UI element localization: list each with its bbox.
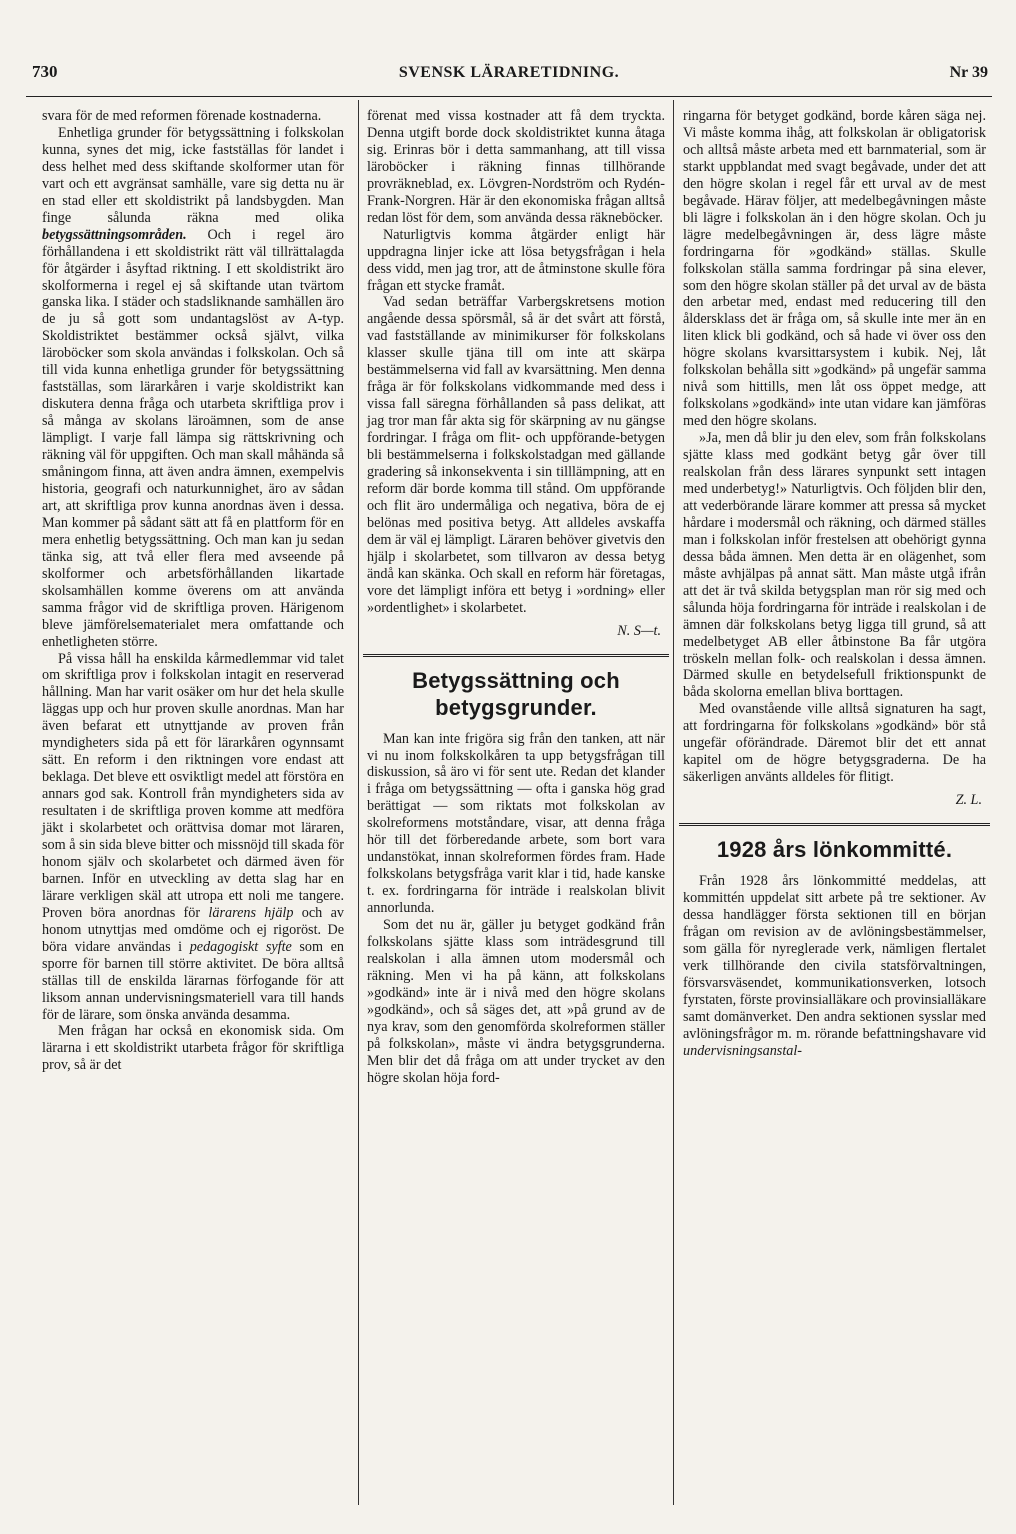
paragraph: Man kan inte frigöra sig från den tanken, att när vi nu inom folkskolkåren ta upp betygsfrågan till diskussion, så äro vi för sent ute. Redan det klander i fråga om betygssättning — ofta i ganska hög grad berättigat — som riktats mot folkskolan av skolreformens motståndare, visar, att denna fråga hör till det förberedande arbete, som bort vara undanstökat, innan skolreformen fördes fram. Hade folkskolans betygsfråga varit klar i tid, hade kanske t. ex. fordringarna för inträde i realskolan blivit annorlunda. [367, 730, 665, 917]
column-3 [683, 108, 986, 1060]
paragraph: Från 1928 års lönkommitté meddelas, att kommittén uppdelat sitt arbete på tre sektioner. Av dessa handlägger första sektionen till en början frågan om revision av de avlöningsbestämmelser, som gälla för nyreglerade verk, nämligen flertalet verk tillhörande den civila statsförvaltningen, försvarsväsendet, kommunikationsverken, lotsoch fyrstaten, förste provinsialläkare och provinsialläkare samt domänverket. Den andra sektionen sysslar med avlöningsfrågor m. m. rörande befattningshavare vid undervisningsanstal- [683, 873, 986, 1059]
page-number: 730 [32, 62, 58, 81]
paragraph: Med ovanstående ville alltså signaturen ha sagt, att fordringarna för folkskolans »godkänd» bör stå ungefär oförändrade. Däremot blir det ett annat kapitel om de högre betygsgraderna. De ha säkerligen använts alldeles för flitigt. [683, 701, 986, 786]
paragraph: förenat med vissa kostnader att få dem tryckta. Denna utgift borde dock skoldistriktet kunna åtaga sig. Erinras bör i detta sammanhang, att till vissa läroböcker i räkning finnas tillhörande provräkneblad, ex. Lövgren-Nordström och Rydén-Frank-Norgren. Här är den ekonomiska frågan alltså redan löst för dem, som använda dessa räkneböcker. [367, 108, 665, 226]
article-separator [363, 654, 669, 657]
article-title: 1928 års lönkommitté. [716, 837, 953, 863]
signature: N. S—t. [617, 622, 661, 639]
journal-title: SVENSK LÄRARETIDNING. [398, 64, 620, 81]
page-header [28, 62, 990, 92]
article-title: Betygssättning och betygsgrunder. [412, 667, 620, 720]
article-separator [679, 823, 990, 826]
paragraph: Som det nu är, gäller ju betyget godkänd från folkskolans sjätte klass som inträdesgrund till realskolan i alla ämnen utom modersmål och räkning. Men vi ha på känn, att folkskolans »godkänd» inte är i nivå med den högre skolans »godkänd», och så säges det, att »på grund av de nya krav, som den genomförda skolreformen ställer på folkskolan», måste vi ändra betygsgrunderna. Men blir det då fråga om att under trycket av den högre skolan höja ford- [367, 917, 665, 1086]
column-divider-1 [358, 100, 359, 1505]
header-rule [26, 96, 992, 97]
issue-number: Nr 39 [949, 64, 988, 81]
signature: Z. L. [955, 792, 982, 809]
paragraph: svara för de med reformen förenade kostnaderna. [42, 108, 322, 124]
paragraph: På vissa håll ha enskilda kårmedlemmar vid talet om skriftliga prov i folkskolan intagit en reserverad hållning. Man har varit osäker om hur det hela skulle läggas upp och hur proven skulle anordnas. Man har även befarat ett utnyttjande av proven från myndigheters sida på ett för lärarkåren ogynnsamt sätt. En reform i den riktningen vore endast att beklaga. Det bleve ett osviktligt medel att förstöra en annars god sak. Kontroll från myndigheters sida av resultaten i de skriftliga proven komme att medföra jäkt i skolarbetet och orättvisa domar mot läraren, som å sin sida bleve bitter och missnöjd till skada för honom själv och skolarbetet och därmed även för barnen. Inför en utveckling av detta slag har en lärare verkligen skäl att utropa ett noli me tangere. Proven böra anordnas för lärarens hjälp och av honom utnyttjas med omdöme och ej rigoröst. De böra vidare användas i pedagogiskt syfte som en sporre för barnen till större aktivitet. De böra alltså ställas till de enskilda lärarnas förfogande för att liksom annan undervisningsmateriell vara till hands för de lärare, som önska använda desamma. [42, 650, 345, 1023]
paragraph: ringarna för betyget godkänd, borde kåren säga nej. Vi måste komma ihåg, att folkskolan är obligatorisk och alltså måste arbeta med ett barnmaterial, som är starkt uppblandat med svagt begåvade, under det att den högre skolan i regel får ett urval av de mest begåvade. Härav följer, att medelbegåvningen måste bli lägre i folkskolan än i den högre skolan. Och ju lägre medelbegåvningen är, dess lägre måste fordringarna för »godkänd» ställas. Skulle folkskolan ställa samma fordringar på sina elever, som den högre skolan ställer på det urval av de bästa den arbetar med, endast med reducering till den åldersklass det är fråga om, så skulle inte mer än en liten klick bli godkänd, och så hade vi över oss den högre skolans kvarsittarsystem i kubik. Nej, låt folkskolan behålla sitt »godkänd» på ungefär samma nivå som hittills, men låt oss öppet medge, att folkskolans »godkänd» inte utan vidare kan jämföras med den högre skolans. [683, 108, 986, 430]
column-divider-2 [673, 100, 674, 1505]
paragraph: Men frågan har också en ekonomisk sida. Om lärarna i ett skoldistrikt utarbeta frågor för skriftliga prov, så är det [42, 1023, 344, 1074]
paragraph: Naturligtvis komma åtgärder enligt här uppdragna linjer icke att lösa betygsfrågan i hela dess vidd, men jag tror, att de åtminstone skulle föra frågan ett stycke framåt. [367, 226, 665, 294]
paragraph: »Ja, men då blir ju den elev, som från folkskolans sjätte klass med godkänt betyg går över till realskolan från dess lärares synpunkt sett intagen med underbetyg!» Naturligtvis. Och följden blir den, att vederbörande lärare kommer att pressa så mycket hårdare i modersmål och räkning, och därmed ställes man i folkskolan inför frestelsen att obehörigt gynna dessa båda ämnen. Men detta är en olägenhet, som måste avhjälpas på annat sätt. Man måste utgå ifrån att det är två skilda betygsplan man rör sig med och sålunda höja fordringarna för inträde i realskolan i de ämnen där folkskolans betyg ligga till grund, så att medelbetyget AB eller åtbinstone Ba får utgöra tröskeln mellan folk- och realskolan i dessa ämnen. Därmed skulle en betydelsefull friktionspunkt de båda skolorna emellan bliva borttagen. [683, 430, 986, 701]
paragraph: Enhetliga grunder för betygssättning i folkskolan kunna, synes det mig, icke fastställas för landet i dess helhet med dess skiftande skolformer utan för vart och ett avgränsat samhälle, vare sig detta nu är en stad eller ett skoldistrikt på landsbygden. Man finge sålunda räkna med olika betygssättningsområden. Och i regel äro förhållandena i ett skoldistrikt rätt väl tillrättalagda för åtgärder i åsyftad riktning. I ett skoldistrikt äro skolformerna i regel ej så skiftande utan tvärtom ganska lika. I städer och stadsliknande samhällen äro de ju så gott som undantagslöst av A-typ. Skoldistriktet bestämmer också självt, vilka läroböcker som skola användas i folkskolan. Och så till vida kunna enhetliga grunder för betygssättning fastställas, som lärarkåren i varje skoldistrikt kan diskutera denna fråga och utarbeta skriftliga prov i så många av skolans läroämnen, som de anse lämpligt. I varje fall lämpa sig rättskrivning och räkning väl för uppgiften. Och man skall måhända så småningom finna, att även andra ämnen, exempelvis historia, geografi och naturkunnighet, äro av sådan art, att skriftliga prov kunna anordnas även i dessa. Man kommer på sådant sätt att få en plattform för en mera enhetlig betygssättning. Och man kan ju sedan tänka sig, att två eller flera med avseende på skolformer och arbetsförhållanden likartade skolsamhällen komme överens om att använda samma frågor vid de skriftliga proven. Härigenom bleve jämförelsematerialet mera omfattande och enhetligheten större. [42, 124, 344, 650]
column-1 [42, 108, 344, 1074]
paragraph: Vad sedan beträffar Varbergskretsens motion angående dessa spörsmål, så är det svårt att förstå, vad fastställande av minimikurser för folkskolans klasser skulle tjäna till om inte att skärpa bestämmelserna vid fall av kvarsättning. Men denna fråga är för folkskolans vidkommande med dess i vissa fall säregna förhållanden så pass delikat, att jag tror man får akta sig för skärpning av nu gängse fordringar. I fråga om flit- och uppförande-betygen bli bestämmelserna i folkskolstadgan med gällande gradering så inkonsekventa i sin tilllämpning, att en reform där borde komma till stånd. Om uppförande och flit äro undermåliga och negativa, böra de ej belönas med positiva betyg. Att alldeles avskaffa dem är väl ej lämpligt. Läraren behöver givetvis den hjälp i skolarbetet, som tillvaron av dessa betyg ändå kan skänka. Och skall en reform här företagas, vore det lämpligt införa ett betyg i »ordning» eller »ordentlighet» i skolarbetet. [367, 294, 665, 616]
column-2 [367, 108, 665, 1087]
